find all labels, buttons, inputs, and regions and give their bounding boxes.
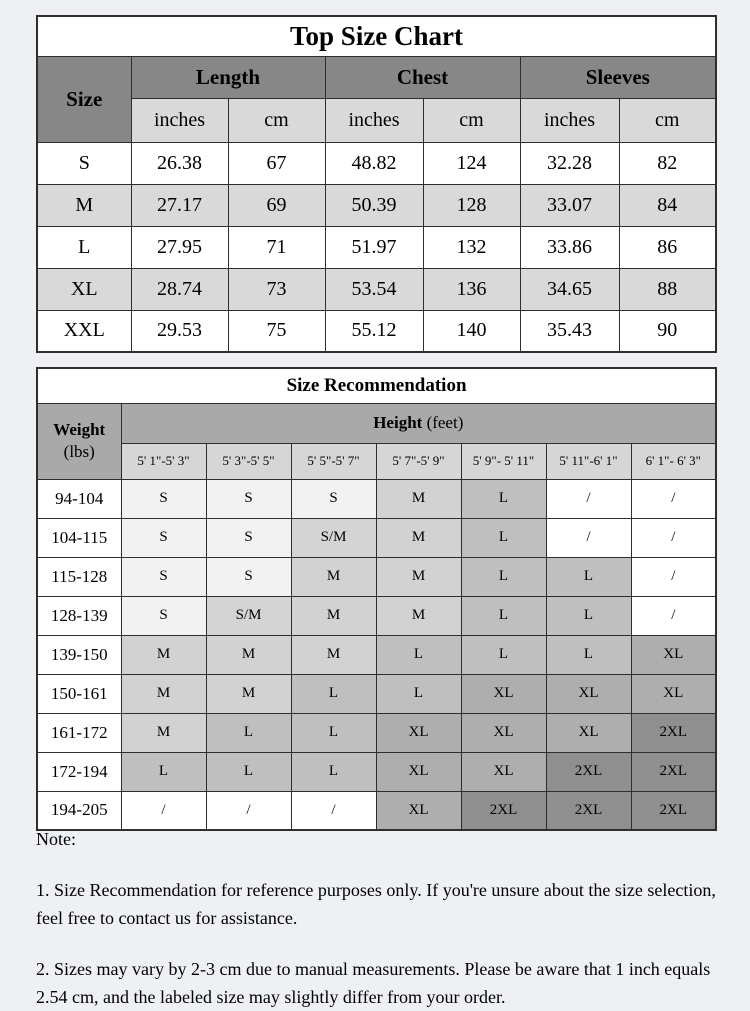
weight-row	[37, 752, 716, 791]
length-group-header: Length	[131, 56, 325, 98]
weight-range-label: 115-128	[37, 557, 121, 596]
measurement-value: 132	[423, 226, 520, 268]
size-recommendation-title: Size Recommendation	[37, 368, 716, 403]
recommended-size-cell: XL	[461, 713, 546, 752]
recommended-size-cell: XL	[546, 674, 631, 713]
weight-range-label: 150-161	[37, 674, 121, 713]
sleeves-group-header: Sleeves	[520, 56, 716, 98]
recommended-size-cell: S	[121, 479, 206, 518]
measurement-value: 82	[619, 142, 716, 184]
note-item-1: 1. Size Recommendation for reference purposes only. If you're unsure about the size selection, feel free to contact us for assistance.	[36, 879, 716, 928]
height-range-header: 5' 9"- 5' 11"	[461, 443, 546, 479]
recommended-size-cell: /	[631, 518, 716, 557]
measurement-value: 28.74	[131, 268, 228, 310]
weight-range-label: 94-104	[37, 479, 121, 518]
weight-column-header	[37, 403, 121, 479]
height-range-header: 5' 5"-5' 7"	[291, 443, 376, 479]
measurement-value: 53.54	[325, 268, 423, 310]
recommended-size-cell: M	[121, 674, 206, 713]
recommended-size-cell: XL	[546, 713, 631, 752]
weight-label: Weight	[53, 419, 106, 439]
measurement-value: 32.28	[520, 142, 619, 184]
weight-row	[37, 713, 716, 752]
size-label: M	[37, 184, 131, 226]
height-range-header: 5' 1"-5' 3"	[121, 443, 206, 479]
recommended-size-cell: L	[461, 557, 546, 596]
recommended-size-cell: /	[631, 557, 716, 596]
weight-range-label: 194-205	[37, 791, 121, 830]
unit-header-chest-inches: inches	[325, 98, 423, 142]
recommended-size-cell: M	[376, 596, 461, 635]
recommended-size-cell: L	[461, 518, 546, 557]
measurement-value: 136	[423, 268, 520, 310]
weight-row	[37, 518, 716, 557]
recommended-size-cell: S	[291, 479, 376, 518]
measurement-value: 75	[228, 310, 325, 352]
recommended-size-cell: L	[461, 635, 546, 674]
size-recommendation-table	[36, 367, 717, 831]
recommended-size-cell: L	[291, 713, 376, 752]
unit-header-sleeves-cm: cm	[619, 98, 716, 142]
measurement-value: 26.38	[131, 142, 228, 184]
recommended-size-cell: 2XL	[546, 752, 631, 791]
recommended-size-cell: /	[631, 479, 716, 518]
recommended-size-cell: L	[121, 752, 206, 791]
recommended-size-cell: XL	[631, 674, 716, 713]
weight-range-label: 139-150	[37, 635, 121, 674]
measurement-value: 29.53	[131, 310, 228, 352]
measurement-value: 88	[619, 268, 716, 310]
recommended-size-cell: L	[291, 674, 376, 713]
recommended-size-cell: 2XL	[461, 791, 546, 830]
recommended-size-cell: XL	[376, 791, 461, 830]
measurement-value: 124	[423, 142, 520, 184]
note-item-2: 2. Sizes may vary by 2-3 cm due to manual measurements. Please be aware that 1 inch equals 2.54 cm, and the labeled size may slightly differ from your order.	[36, 958, 711, 1007]
recommended-size-cell: XL	[376, 713, 461, 752]
recommended-size-cell: M	[291, 557, 376, 596]
weight-range-label: 172-194	[37, 752, 121, 791]
recommended-size-cell: 2XL	[631, 713, 716, 752]
measurement-value: 69	[228, 184, 325, 226]
recommended-size-cell: M	[121, 713, 206, 752]
measurement-value: 27.95	[131, 226, 228, 268]
chest-group-header: Chest	[325, 56, 520, 98]
recommended-size-cell: XL	[461, 674, 546, 713]
measurement-value: 86	[619, 226, 716, 268]
recommended-size-cell: 2XL	[631, 752, 716, 791]
recommended-size-cell: /	[206, 791, 291, 830]
size-label: L	[37, 226, 131, 268]
weight-range-label: 104-115	[37, 518, 121, 557]
weight-row	[37, 674, 716, 713]
weight-range-label: 161-172	[37, 713, 121, 752]
top-size-chart-table	[36, 15, 717, 353]
table-row	[37, 403, 716, 443]
measurement-value: 84	[619, 184, 716, 226]
weight-row	[37, 596, 716, 635]
measurement-value: 27.17	[131, 184, 228, 226]
recommended-size-cell: L	[291, 752, 376, 791]
weight-unit-label: (lbs)	[63, 442, 95, 461]
unit-header-sleeves-inches: inches	[520, 98, 619, 142]
table-row	[37, 98, 716, 142]
recommended-size-cell: S	[206, 518, 291, 557]
measurement-value: 48.82	[325, 142, 423, 184]
recommended-size-cell: 2XL	[631, 791, 716, 830]
recommended-size-cell: L	[461, 479, 546, 518]
measurement-value: 73	[228, 268, 325, 310]
recommended-size-cell: /	[631, 596, 716, 635]
recommended-size-cell: L	[546, 635, 631, 674]
size-row-s	[37, 142, 716, 184]
recommended-size-cell: M	[376, 557, 461, 596]
measurement-value: 67	[228, 142, 325, 184]
measurement-value: 34.65	[520, 268, 619, 310]
height-group-header	[121, 403, 716, 443]
height-unit-label: (feet)	[422, 413, 464, 432]
table-row	[37, 443, 716, 479]
recommended-size-cell: XL	[631, 635, 716, 674]
height-range-header: 5' 7"-5' 9"	[376, 443, 461, 479]
size-label: XXL	[37, 310, 131, 352]
table-row	[37, 56, 716, 98]
recommended-size-cell: L	[546, 596, 631, 635]
recommended-size-cell: L	[376, 674, 461, 713]
measurement-value: 71	[228, 226, 325, 268]
table-row	[37, 368, 716, 403]
weight-range-label: 128-139	[37, 596, 121, 635]
recommended-size-cell: L	[461, 596, 546, 635]
unit-header-length-cm: cm	[228, 98, 325, 142]
recommended-size-cell: L	[206, 713, 291, 752]
measurement-value: 128	[423, 184, 520, 226]
height-range-header: 5' 3"-5' 5"	[206, 443, 291, 479]
weight-row	[37, 479, 716, 518]
measurement-value: 33.07	[520, 184, 619, 226]
weight-row	[37, 791, 716, 830]
measurement-value: 140	[423, 310, 520, 352]
note-label: Note:	[36, 829, 76, 849]
measurement-value: 33.86	[520, 226, 619, 268]
weight-row	[37, 635, 716, 674]
recommended-size-cell: M	[206, 635, 291, 674]
size-label: S	[37, 142, 131, 184]
recommended-size-cell: XL	[376, 752, 461, 791]
recommended-size-cell: /	[546, 479, 631, 518]
recommended-size-cell: S	[206, 479, 291, 518]
recommended-size-cell: M	[291, 596, 376, 635]
recommended-size-cell: /	[291, 791, 376, 830]
table-row	[37, 16, 716, 56]
recommended-size-cell: S	[121, 518, 206, 557]
recommended-size-cell: S	[121, 557, 206, 596]
recommended-size-cell: M	[376, 518, 461, 557]
recommended-size-cell: 2XL	[546, 791, 631, 830]
size-row-m	[37, 184, 716, 226]
height-range-header: 6' 1"- 6' 3"	[631, 443, 716, 479]
recommended-size-cell: S	[121, 596, 206, 635]
unit-header-length-inches: inches	[131, 98, 228, 142]
size-label: XL	[37, 268, 131, 310]
recommended-size-cell: XL	[461, 752, 546, 791]
recommended-size-cell: S/M	[291, 518, 376, 557]
recommended-size-cell: M	[291, 635, 376, 674]
size-column-header: Size	[37, 56, 131, 142]
size-row-xl	[37, 268, 716, 310]
recommended-size-cell: L	[376, 635, 461, 674]
recommended-size-cell: /	[121, 791, 206, 830]
height-range-header: 5' 11"-6' 1"	[546, 443, 631, 479]
notes-section	[36, 826, 730, 1011]
measurement-value: 51.97	[325, 226, 423, 268]
recommended-size-cell: S/M	[206, 596, 291, 635]
recommended-size-cell: L	[206, 752, 291, 791]
unit-header-chest-cm: cm	[423, 98, 520, 142]
weight-row	[37, 557, 716, 596]
recommended-size-cell: /	[546, 518, 631, 557]
recommended-size-cell: S	[206, 557, 291, 596]
measurement-value: 35.43	[520, 310, 619, 352]
measurement-value: 50.39	[325, 184, 423, 226]
recommended-size-cell: M	[376, 479, 461, 518]
size-row-l	[37, 226, 716, 268]
recommended-size-cell: M	[121, 635, 206, 674]
size-row-xxl	[37, 310, 716, 352]
height-label: Height	[373, 413, 423, 432]
recommended-size-cell: L	[546, 557, 631, 596]
recommended-size-cell: M	[206, 674, 291, 713]
measurement-value: 55.12	[325, 310, 423, 352]
measurement-value: 90	[619, 310, 716, 352]
top-size-chart-title: Top Size Chart	[37, 16, 716, 56]
